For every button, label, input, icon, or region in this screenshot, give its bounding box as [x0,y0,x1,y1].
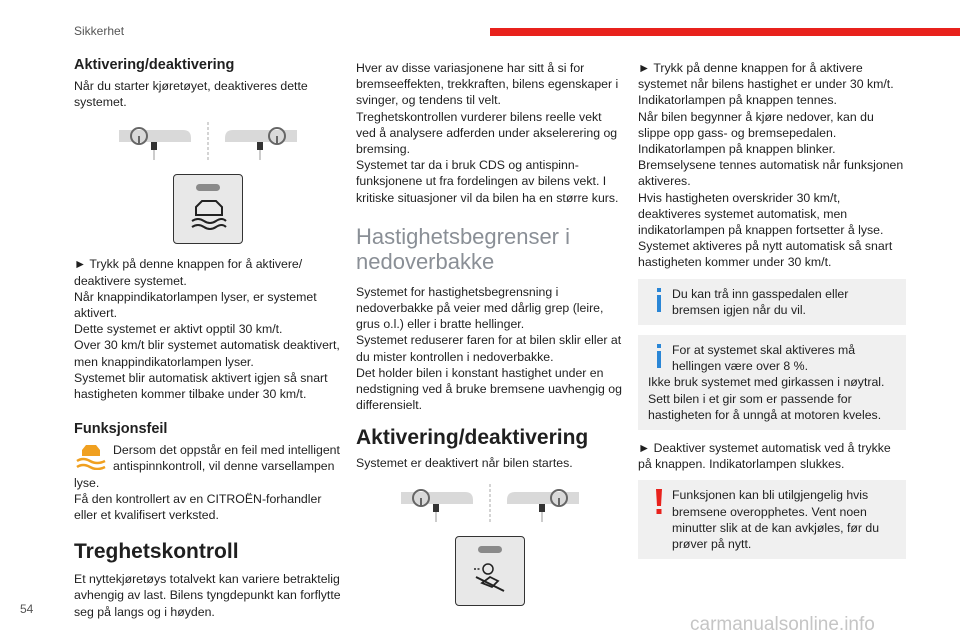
exclamation-icon [648,489,670,515]
info-icon [648,344,670,368]
reactivated-text: Systemet aktiveres på nytt automatisk så snart hastigheten kommer under 30 km/t. [638,239,893,270]
lamp-blink-text: Indikatorlampen på knappen blinker. [638,142,836,157]
section-header: Sikkerhet [74,24,125,38]
info-note-2 [638,335,906,430]
hold-speed-text: Det holder bilen i konstant hastighet under en nedstigning ved å bruke bremsene uavhengig og differensielt. [356,365,622,413]
inertia-text: Et nyttekjøretøys totalvekt kan variere betraktelig avhengig av last. Bilens tyngdepunkt kan forflytte seg på langs og i høyden. [74,572,341,619]
traction-control-button [173,174,243,244]
column-1 [74,56,342,620]
dashboard-illustration-2 [356,484,624,524]
steering-wheel-dashboard-left-icon [117,122,197,162]
inertia-control-text: Treghetskontrollen vurderer bilens reelle vekt ved å analysere adferden under akselerering og bremsing. [356,109,618,157]
start-descent-text: Når bilen begynner å kjøre nedover, kan du slippe opp gass- og bremsepedalen. [638,109,874,140]
lamp-text: Når knappindikatorlampen lyser, er systemet aktivert. [74,289,317,321]
note-2-neutral-text: Ikke bruk systemet med girkassen i nøytral. Sett bilen i et gir som er passende for hastigheten for å unngå at motoren kveles. [648,375,885,422]
hill-descent-control-button-icon [470,561,510,595]
lamp-on-text: Indikatorlampen på knappen tennes. [638,93,837,108]
heading-fault: Funksjonsfeil [74,421,168,438]
hill-descent-button [455,536,525,606]
exceed-speed-text: Hvis hastigheten overskrider 30 km/t, deaktiveres systemet automatisk, men indikatorlampen på knappen fortsetter å lyse. [638,190,884,238]
note-2-slope-text: For at systemet skal aktiveres må hellingen være over 8 %. [672,343,856,374]
warning-text: Funksjonen kan bli utilgjengelig hvis bremsene overopphetes. Vent noen minutter slik at de kan avkjøles, før du prøver på nytt. [672,488,880,552]
reduce-risk-text: Systemet reduserer faren for at bilen sklir eller at du mister kontrollen i nedoverbakke. [356,333,622,364]
button-indicator-led [478,546,502,553]
info-icon [648,288,670,312]
brake-lights-text: Bremselysene tennes automatisk når funksjonen aktiveres. [638,158,904,189]
fault-text: Dersom det oppstår en feil med intelligent antispinnkontroll, vil denne varsellampen lyse. [74,443,340,490]
intro-text: Når du starter kjøretøyet, deaktiveres dette systemet. [74,79,308,110]
divider-line [489,484,491,524]
column-3 [638,60,906,559]
warning-note [638,480,906,559]
button-indicator-led [196,184,220,191]
variations-text: Hver av disse variasjonene har sitt å si for bremseeffekten, trekkraften, bilens egenskaper i svinger, og tendens til velt. [356,61,619,108]
press-activate-text: ► Trykk på denne knappen for å aktivere systemet når bilens hastighet er under 30 km/t. [638,61,894,92]
watermark: carmanualsonline.info [690,614,875,635]
column-2 [356,60,624,606]
heading-activation: Aktivering/deaktivering [74,57,235,73]
note-1-text: Du kan trå inn gasspedalen eller bremsen igjen når du vil. [672,286,849,317]
page-number: 54 [20,602,34,616]
deactivated-text: Systemet er deaktivert når bilen startes. [356,456,573,471]
limiter-text: Systemet for hastighetsbegrensning i nedoverbakke på veier med dårlig grep (leire, grus o.l.) eller i bratte hellinger. [356,284,604,332]
press-button-text: ► Trykk på denne knappen for å aktivere/ deaktivere systemet. [74,257,303,288]
deactivate-text: ► Deaktiver systemet automatisk ved å trykke på knappen. Indikatorlampen slukkes. [638,441,891,472]
intelligent-traction-control-button-icon [188,199,228,233]
heading-activation-2: Aktivering/deaktivering [356,426,589,450]
heading-inertia: Treghetskontroll [74,540,239,564]
info-note-1 [638,279,906,325]
active-range-text: Dette systemet er aktivt opptil 30 km/t. [74,322,283,337]
steering-wheel-dashboard-right-icon [219,122,299,162]
dealer-text: Få den kontrollert av en CITROËN-forhandler eller et kvalifisert verksted. [74,491,322,523]
over-speed-text: Over 30 km/t blir systemet automatisk deaktivert, men knappindikatorlampen lyser. [74,338,340,369]
traction-warning-lamp-icon [74,442,108,470]
divider-line [207,122,209,162]
cds-text: Systemet tar da i bruk CDS og antispinn-funksjonene ut fra fordelingen av bilens vekt. I kritiske situasjoner vil da bilen ha en større kurs. [356,158,619,205]
dashboard-illustration [74,122,342,162]
steering-wheel-dashboard-right-icon [501,484,581,524]
header-accent-bar [490,28,960,36]
reactivate-text: Systemet blir automatisk aktivert igjen så snart hastigheten kommer tilbake under 30 km/t. [74,370,328,402]
heading-hill-descent: Hastighetsbegrenser i nedoverbakke [356,223,571,274]
steering-wheel-dashboard-left-icon [399,484,479,524]
